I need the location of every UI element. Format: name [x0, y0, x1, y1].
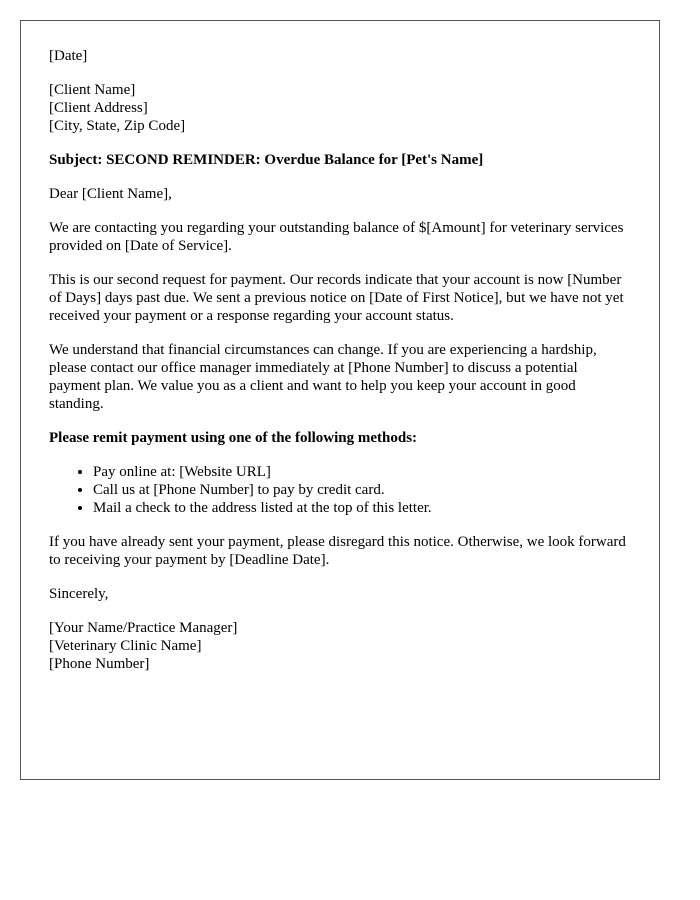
paragraph-balance: We are contacting you regarding your outstanding balance of $[Amount] for veterinary services provided on [Date of Service].	[49, 220, 624, 254]
letter-page	[20, 20, 660, 780]
signature-clinic: [Veterinary Clinic Name]	[49, 638, 202, 654]
payment-method-online: • Pay online at: [Website URL]	[93, 463, 631, 481]
payment-methods-heading: Please remit payment using one of the following methods:	[49, 430, 418, 446]
letter-subject: Subject: SECOND REMINDER: Overdue Balance for [Pet's Name]	[49, 152, 484, 168]
payment-method-mail: • Mail a check to the address listed at the top of this letter.	[93, 499, 631, 517]
client-address-block	[49, 81, 631, 135]
payment-methods-list	[49, 463, 631, 517]
letter-date	[49, 47, 631, 65]
client-address: [Client Address]	[49, 100, 148, 116]
date-text: [Date]	[49, 48, 88, 64]
paragraph-hardship: We understand that financial circumstances can change. If you are experiencing a hardship, please contact our office manager immediately at [Phone Number] to discuss a potential payment plan. We value you as a client and want to help you keep your account in good standing.	[49, 342, 597, 412]
paragraph-second-request: This is our second request for payment. Our records indicate that your account is now [Number of Days] days past due. We sent a previous notice on [Date of First Notice], but we have not yet received your payment or a response regarding your account status.	[49, 272, 624, 324]
payment-method-phone: • Call us at [Phone Number] to pay by credit card.	[93, 481, 631, 499]
letter-greeting: Dear [Client Name],	[49, 186, 172, 202]
signature-phone: [Phone Number]	[49, 656, 150, 672]
letter-signoff: Sincerely,	[49, 586, 109, 602]
signature-block	[49, 619, 631, 673]
client-city-state-zip: [City, State, Zip Code]	[49, 118, 186, 134]
signature-name: [Your Name/Practice Manager]	[49, 620, 238, 636]
paragraph-closing: If you have already sent your payment, please disregard this notice. Otherwise, we look forward to receiving your payment by [Deadline Date].	[49, 534, 626, 568]
client-name: [Client Name]	[49, 82, 136, 98]
